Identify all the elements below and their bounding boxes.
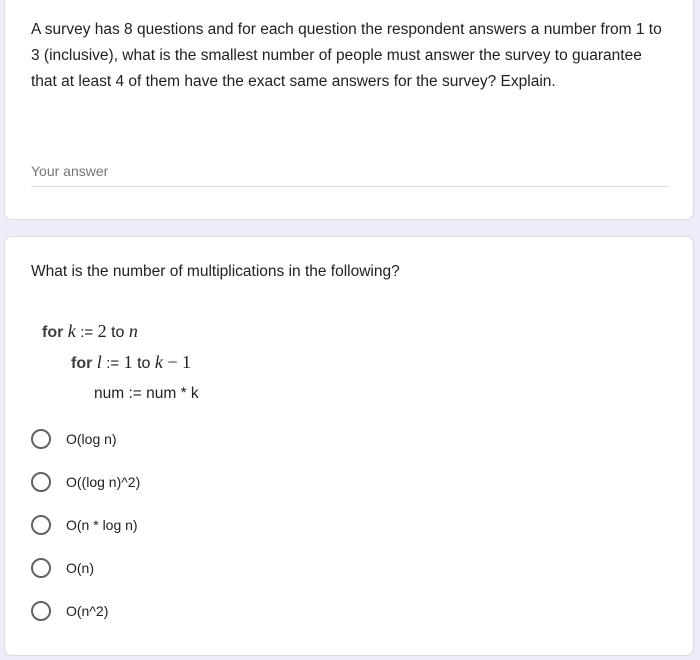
question-card-1 (4, 0, 694, 220)
question-2-text: What is the number of multiplications in the following? (31, 263, 400, 280)
option-label: O(log n) (66, 431, 117, 447)
question-1-text: A survey has 8 questions and for each question the respondent answers a number from 1 to 3 (inclusive), what is the smallest number of people must answer the survey to guarantee that at least 4 of them have the exact same answers for the survey? Explain. (31, 21, 662, 90)
radio-circle-icon[interactable] (31, 429, 51, 449)
code-line-1 (42, 321, 138, 342)
radio-circle-icon[interactable] (31, 558, 51, 578)
option-1[interactable] (31, 426, 117, 452)
code-line-3: num := num * k (94, 385, 199, 402)
code-assign: := (106, 355, 120, 372)
answer-underline (31, 186, 669, 187)
option-5[interactable] (31, 598, 108, 624)
code-keyword: for (42, 324, 64, 341)
code-minus: − (167, 352, 178, 372)
option-label: O(n) (66, 560, 94, 576)
option-4[interactable] (31, 555, 94, 581)
option-3[interactable] (31, 512, 138, 538)
code-start: 1 (123, 352, 133, 372)
code-end: n (128, 321, 138, 341)
code-end-num: 1 (181, 352, 191, 372)
code-var: l (96, 352, 102, 372)
radio-circle-icon[interactable] (31, 472, 51, 492)
option-label: O((log n)^2) (66, 474, 141, 490)
code-keyword: for (71, 355, 93, 372)
option-label: O(n^2) (66, 603, 109, 619)
option-label: O(n * log n) (66, 517, 138, 533)
code-to: to (111, 324, 125, 341)
code-end-var: k (154, 352, 163, 372)
code-line-2 (71, 352, 191, 373)
answer-input[interactable]: Your answer (31, 163, 109, 179)
radio-circle-icon[interactable] (31, 515, 51, 535)
code-to: to (137, 355, 151, 372)
question-card-2 (4, 236, 694, 656)
code-start: 2 (97, 321, 107, 341)
option-2[interactable] (31, 469, 140, 495)
code-assign: := (80, 324, 94, 341)
radio-circle-icon[interactable] (31, 601, 51, 621)
code-var: k (67, 321, 76, 341)
